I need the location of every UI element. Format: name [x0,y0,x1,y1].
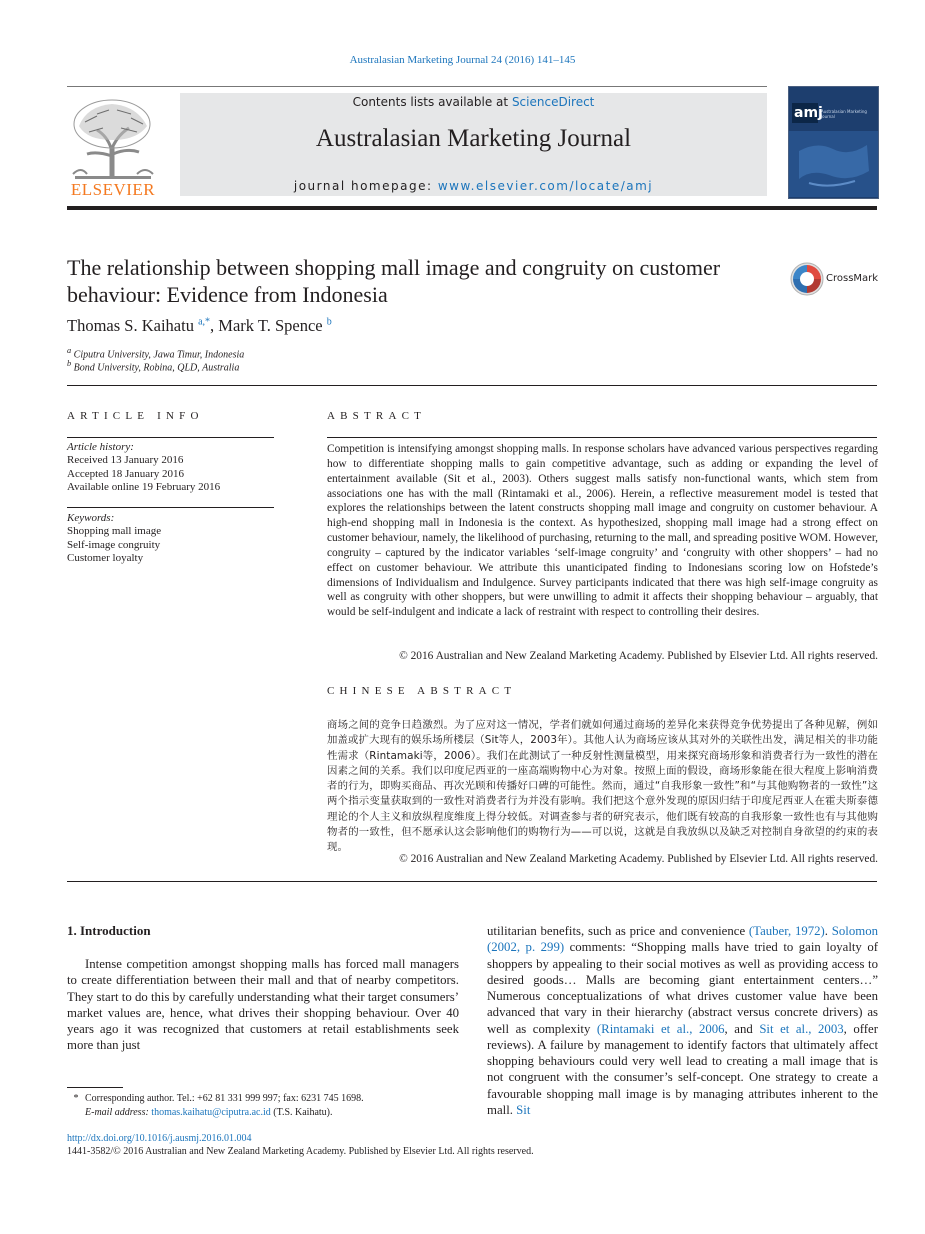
intro-paragraph-continued [487,923,878,1118]
keyword-item: Self-image congruity [67,538,161,551]
elsevier-wordmark: ELSEVIER [70,180,156,199]
accepted-date: Accepted 18 January 2016 [67,467,184,480]
divider-rule [67,881,877,882]
chinese-abstract-heading: CHINESE ABSTRACT [327,685,517,697]
doi-link[interactable]: http://dx.doi.org/10.1016/j.ausmj.2016.01.004 [67,1133,252,1144]
journal-title: Australasian Marketing Journal [315,125,632,152]
keyword-item: Customer loyalty [67,552,144,565]
cover-abbrev: amj [794,105,823,121]
author-name[interactable]: Mark T. Spence [218,316,327,335]
journal-reference[interactable]: Australasian Marketing Journal 24 (2016) 141–145 [349,54,576,66]
corresponding-author-footnote [67,1092,364,1119]
abstract-text: Competition is intensifying amongst shopping malls. In response scholars have advanced various perspectives regarding how to differentiate shopping malls to gain competitive advantage, such as adding or expanding the level of entertainment available (Sit et al., 2003). Others suggest malls satisfy non-functional wants, which stem from associations one has with the mall (Rintamaki et al., 2006). Herein, a reflective measurement model is tested that explores the relationships between the latent constructs shopping mall image and congruity on customer behaviour. A high-end shopping mall in Indonesia is the context. As hypothesized, shopping mall image had a strong effect on customer behaviour, namely, the likelihood of purchasing, returning to the mall, and spreading positive WOM. However, congruity – captured by the indicator variables ‘self-image congruity’ and ‘congruity with other shoppers’ – had no effect on customer behaviour. We attribute this unanticipated finding to Indonesians scoring low on Hofstede’s dimensions of Individualism and Indulgence. Survey participants indicated that there was high self-image congruity as well as congruity with other shoppers, but were unwilling to admit it affects their shopping behaviour – arguably, that would be self-indulgent and indicate a lack of restraint with respect to controlling their desires. [327,443,878,619]
crossmark-icon [790,262,824,296]
affil-mark: a [67,346,72,355]
header-top-rule [67,86,767,87]
homepage-link[interactable]: www.elsevier.com/locate/amj [437,179,654,193]
author-affil-mark[interactable]: b [326,316,332,328]
journal-cover-thumbnail[interactable] [788,86,879,199]
crossmark-badge[interactable] [790,262,890,296]
footnote-corresponding: Corresponding author. Tel.: +62 81 331 999 997; fax: 6231 745 1698. [85,1093,364,1104]
keywords-label: Keywords: [67,512,115,524]
header-thick-rule [67,206,877,210]
issn-copyright-line: 1441-3582/© 2016 Australian and New Zealand Marketing Academy. Published by Elsevier Ltd. All rights reserved. [67,1146,534,1157]
author-affil-mark[interactable]: a,* [198,316,211,328]
body-text-run: , and [724,1021,760,1036]
footnote-rule [67,1087,123,1088]
journal-header-box [180,93,767,196]
contents-prefix: Contents lists available at [352,95,512,109]
history-label: Article history: [67,441,134,453]
sciencedirect-link[interactable]: ScienceDirect [511,95,595,109]
affiliation-b [67,359,239,373]
affil-text: Ciputra University, Jawa Timur, Indonesia [71,349,245,361]
citation-link[interactable]: Sit et al., 2003 [759,1021,844,1036]
cover-subtitle: Australasian Marketing Journal [821,109,867,119]
author-list [67,316,332,336]
body-text-run: , offer reviews). A failure by management to identify factors that ultimately affect shopping behaviours could very well lead to creating a mall image that is not congruent with the consumer’s self-concept. One strategy to create a favourable shopping mall image is by managing attributes inherent to the mall. [487,1021,878,1117]
article-info-rule [67,507,274,508]
article-info-heading: ARTICLE INFO [67,410,204,422]
homepage-prefix: journal homepage: [293,179,438,193]
available-date: Available online 19 February 2016 [67,481,221,494]
email-link[interactable]: thomas.kaihatu@ciputra.ac.id [151,1106,271,1118]
divider-rule [67,385,877,386]
abstract-heading: ABSTRACT [327,410,427,422]
email-label: E-mail address: [85,1106,152,1118]
author-name[interactable]: Thomas S. Kaihatu [67,316,199,335]
citation-link[interactable]: Solomon (2002, p. 299) [487,924,878,955]
article-title: The relationship between shopping mall image and congruity on customer behaviour: Evidence from Indonesia [67,255,721,307]
chinese-abstract-copyright: © 2016 Australian and New Zealand Marketing Academy. Published by Elsevier Ltd. All rights reserved. [399,853,878,865]
received-date: Received 13 January 2016 [67,454,184,467]
citation-link[interactable]: (Tauber, 1972) [748,924,825,938]
chinese-abstract-text: 商场之间的竞争日趋激烈。为了应对这一情况，学者们就如何通过商场的差异化来获得竞争优势提出了各种见解，例如加盖或扩大现有的娱乐场所楼层（Sit等人，2003年）。其他人认为商场应该从其对外的关联性出发，满足相关的非功能性需求（Rintamaki等，2006）。我们在此测试了一种反射性测量模型，用来探究商场形象和消费者行为一致性的潜在因素之间的关系。我们以印度尼西亚的一座高端购物中心为对象。按照上面的假设，商场形象能在很大程度上影响消费者的行为，即购买商品、再次光顾和传播好口碑的可能性。然而，通过“自我形象一致性”和“与其他购物者的一致性”这两个指示变量获取到的一致性对消费者行为并没有影响。我们把这个意外发现的原因归结于印度尼西亚人在霍夫斯泰德理论的个人主义和放纵程度维度上得分较低。对调查参与者的研究表示，他们既有较高的自我形象一致性也有与其他购物者的一致性，但不愿承认这会影响他们的购物行为——可以说，这就是自我放纵以及缺乏对控制自身欲望的约束的表现。 [327,719,878,854]
abstract-rule [327,437,877,438]
keyword-item: Shopping mall image [67,525,162,538]
article-history [67,441,220,495]
body-text-run: comments: “Shopping malls have tried to gain loyalty of shoppers by appealing to their social motives as well as providing access to desired goods… Malls are becoming giant entertainment centers…” Numerous conceptualizations of what drives customer value have been advanced that vary in their hierarchy (abstract versus concrete drivers) as well as complexity [487,940,878,1036]
author-separator: , [210,316,219,335]
affil-text: Bond University, Robina, QLD, Australia [71,362,240,374]
section-heading-introduction: 1. Introduction [67,923,151,938]
keywords-block [67,512,161,566]
body-text-run: . [824,924,832,938]
affil-mark: b [67,359,72,368]
citation-link[interactable]: (Rintamaki et al., 2006 [596,1021,725,1036]
footnote-mark: * [73,1093,79,1104]
cover-map-graphic [789,131,878,197]
contents-line [180,95,767,109]
intro-paragraph: Intense competition amongst shopping malls has forced mall managers to create differentiation between their mall and that of nearby competitors. They start to do this by carefully understanding what their target consumers’ market values are, hence, what drives their shopping behaviour. Over 40 years ago it was recognized that customers at retail establishments seek more than just [67,957,459,1053]
email-suffix: (T.S. Kaihatu). [270,1106,333,1118]
article-info-rule [67,437,274,438]
homepage-line [180,179,767,193]
crossmark-label: CrossMark [826,273,879,284]
elsevier-logo[interactable] [67,96,159,198]
citation-link[interactable]: Sit [516,1102,531,1117]
body-text-run: utilitarian benefits, such as price and convenience [487,924,749,938]
abstract-copyright: © 2016 Australian and New Zealand Marketing Academy. Published by Elsevier Ltd. All rights reserved. [399,650,878,662]
